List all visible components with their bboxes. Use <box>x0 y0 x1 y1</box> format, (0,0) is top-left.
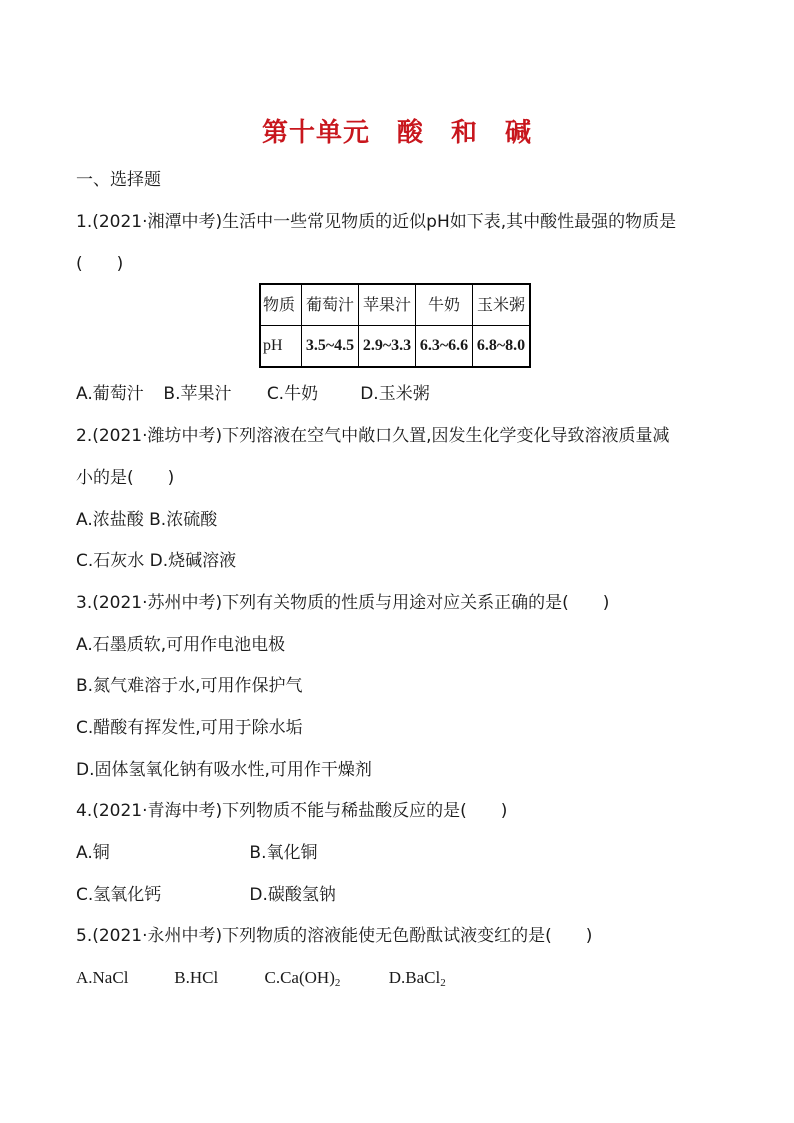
option-d <box>389 966 446 990</box>
question-5-options <box>76 966 446 990</box>
subscript: 2 <box>334 977 341 989</box>
question-2-stem-cont: 小的是( ) <box>76 468 175 488</box>
option-d: D.固体氢氧化钠有吸水性,可用作干燥剂 <box>76 760 372 780</box>
question-4-stem: 4.(2021·青海中考)下列物质不能与稀盐酸反应的是( ) <box>76 801 508 821</box>
table-header-cell: 物质 <box>260 284 302 326</box>
table-header-cell: 苹果汁 <box>359 284 416 326</box>
option-d: D.碳酸氢钠 <box>249 885 336 905</box>
table-row <box>260 326 530 368</box>
question-4-options-cd <box>76 883 336 907</box>
option-a: A.葡萄汁 <box>76 384 144 404</box>
subscript: 2 <box>440 977 446 989</box>
formula-text: C.Ca(OH) <box>264 968 335 987</box>
option-b: B.氧化铜 <box>249 843 318 863</box>
option-b: B.氮气难溶于水,可用作保护气 <box>76 676 303 696</box>
question-1-stem: 1.(2021·湘潭中考)生活中一些常见物质的近似pH如下表,其中酸性最强的物质是 <box>76 212 677 232</box>
question-5-stem: 5.(2021·永州中考)下列物质的溶液能使无色酚酞试液变红的是( ) <box>76 926 593 946</box>
table-header-cell: 牛奶 <box>416 284 473 326</box>
table-cell: 6.8~8.0 <box>473 326 531 368</box>
question-3-stem: 3.(2021·苏州中考)下列有关物质的性质与用途对应关系正确的是( ) <box>76 593 610 613</box>
option-a: A.NaCl <box>76 968 129 987</box>
option-d: D.玉米粥 <box>360 384 430 404</box>
question-1-blank: ( ) <box>76 254 124 274</box>
option-a: A.铜 <box>76 843 110 863</box>
table-cell: 3.5~4.5 <box>302 326 359 368</box>
section-heading: 一、选择题 <box>76 170 161 190</box>
formula-text: D.BaCl <box>388 968 441 987</box>
option-c: C.醋酸有挥发性,可用于除水垢 <box>76 718 303 738</box>
option-c: C.氢氧化钙 <box>76 885 162 905</box>
question-2-options-ab: A.浓盐酸 B.浓硫酸 <box>76 510 218 530</box>
option-b: B.HCl <box>174 968 219 987</box>
option-a: A.石墨质软,可用作电池电极 <box>76 635 286 655</box>
page-title: 第十单元 酸 和 碱 <box>261 118 532 148</box>
question-4-options-ab <box>76 841 317 865</box>
option-c <box>265 966 385 990</box>
table-row <box>260 284 530 326</box>
table-row-label: pH <box>260 326 302 368</box>
table-cell: 6.3~6.6 <box>416 326 473 368</box>
table-header-cell: 玉米粥 <box>473 284 531 326</box>
ph-table <box>259 283 531 368</box>
option-b: B.苹果汁 <box>163 384 232 404</box>
table-cell: 2.9~3.3 <box>359 326 416 368</box>
question-2-stem: 2.(2021·潍坊中考)下列溶液在空气中敞口久置,因发生化学变化导致溶液质量减 <box>76 426 670 446</box>
question-1-options <box>76 382 430 406</box>
option-c: C.牛奶 <box>266 384 319 404</box>
question-2-options-cd: C.石灰水 D.烧碱溶液 <box>76 551 237 571</box>
table-header-cell: 葡萄汁 <box>302 284 359 326</box>
